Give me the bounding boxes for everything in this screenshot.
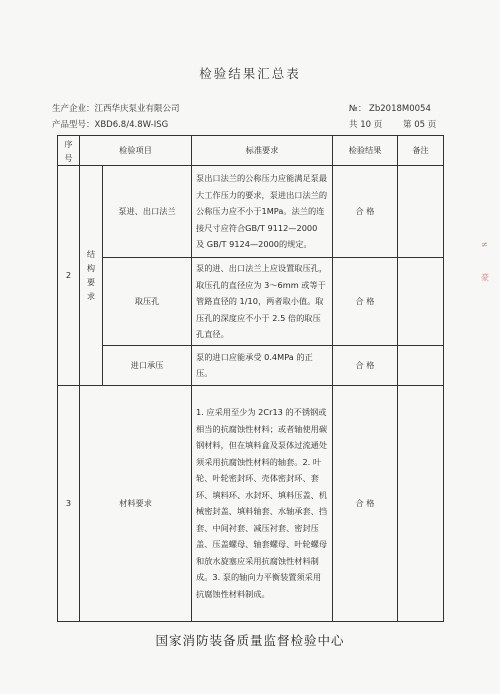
header-item: 检验项目 [80, 136, 192, 166]
report-number: №： Zb2018M0054 [349, 104, 431, 114]
result-value: 合 格 [333, 166, 398, 258]
table-row [58, 166, 444, 258]
model-label: 产品型号：XBD6.8/4.8W-ISG [52, 120, 169, 130]
group-label: 结构要求 [80, 166, 103, 386]
note-cell [398, 166, 444, 258]
footer-org: 国家消防装备质量监督检验中心 [155, 633, 345, 648]
header-note: 备注 [398, 136, 444, 166]
note-cell [398, 258, 444, 346]
requirement-text: 泵的进、出口法兰上应设置取压孔，取压孔的直径应为 3～6mm 或等于管路直径的 1/10，两者取小值。取压孔的深度应不小于 2.5 倍的取压孔直径。 [192, 258, 333, 346]
page-title: 检验结果汇总表 [199, 66, 301, 81]
manufacturer-label: 生产企业：江西华庆泵业有限公司 [52, 104, 180, 114]
item-name: 泵进、出口法兰 [103, 166, 192, 258]
margin-stamp-mark: ≠ [481, 240, 488, 249]
table-row [58, 258, 444, 346]
header-requirement: 标准要求 [192, 136, 333, 166]
item-name: 取压孔 [103, 258, 192, 346]
requirement-text: 1. 应采用至少为 2Cr13 的不锈钢或相当的抗腐蚀性材料；或者轴使用碳钢材料，但在填料盒及泵体过流通处须采用抗腐蚀性材料的轴套。2. 叶轮、叶轮密封环、壳体密封环、套环、填料环、水封环、填料压盖、机械密封盖、填料轴套、水轴承套、挡套、中间衬套、减压衬套、密封压盖、压盖螺母、轴套螺母、叶轮螺母和放水旋塞应采用抗腐蚀性材料制成。3. 泵的轴向力平衡装置须采用抗腐蚀性材料制成。 [192, 385, 333, 621]
row-seq: 3 [58, 385, 80, 621]
row-seq: 2 [58, 166, 80, 386]
header-result: 检验结果 [333, 136, 398, 166]
requirement-text: 泵的进口应能承受 0.4MPa 的正压。 [192, 345, 333, 385]
margin-stamp-mark: 豪 [481, 273, 489, 282]
table-row [58, 385, 444, 621]
inspection-table [57, 135, 444, 622]
result-value: 合 格 [333, 258, 398, 346]
requirement-text: 泵出口法兰的公称压力应能满足泵最大工作压力的要求，泵进出口法兰的公称压力应不小于1MPa。法兰的连接尺寸应符合GB/T 9112—2000 及 GB/T 9124—2000的规定。 [192, 166, 333, 258]
total-pages: 共 10 页 [349, 120, 383, 130]
item-name: 材料要求 [80, 385, 192, 621]
header-seq: 序号 [58, 136, 80, 166]
table-row [58, 345, 444, 385]
note-cell [398, 385, 444, 621]
page-number: 第 05 页 [403, 120, 437, 130]
note-cell [398, 345, 444, 385]
result-value: 合 格 [333, 345, 398, 385]
item-name: 进口承压 [103, 345, 192, 385]
table-header-row [58, 136, 444, 166]
result-value: 合 格 [333, 385, 398, 621]
